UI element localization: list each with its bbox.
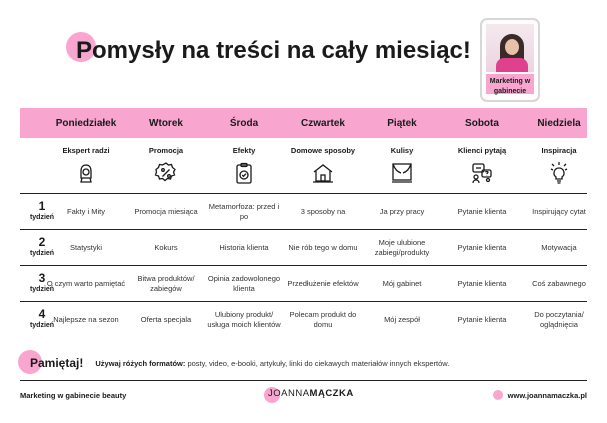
logo-first-name: JOANNA [268,388,310,399]
table-cell: 3 sposoby na [300,206,346,216]
day-theme-1: Ekspert radzi [62,146,110,155]
table-cell: Fakty i Mity [67,206,105,216]
table-cell: Najlepsze na sezon [53,314,119,324]
footer-divider [20,380,587,381]
table-cell: Historia klienta [219,242,269,252]
table-cell: Oferta specjala [140,314,192,324]
day-theme-3: Efekty [232,146,256,155]
title-block [76,30,471,74]
table-cell: Moje ulubione zabiegi/produkty [374,237,430,257]
table-cell: Ulubiony produkt/ usługa moich klientów [207,309,281,329]
table-cell: Inspirujący cytat [532,206,586,216]
remember-title: Pamiętaj! [30,356,84,370]
author-photo [486,24,534,72]
table-cell: Pytanie klienta [457,206,507,216]
week-number: 3 [38,271,46,285]
cover-label: Marketing w gabinecie [486,74,534,94]
week-word: tydzień [29,286,55,293]
website-link[interactable]: www.joannamaczka.pl [507,390,587,400]
lightbulb-icon [547,160,571,186]
day-header-3: Środa [229,117,259,129]
day-theme-4: Domowe sposoby [290,146,356,155]
week-number: 1 [38,199,46,213]
remember-text [95,359,449,368]
remember-body: posty, video, e-booki, artykuły, linki do ciekawych materiałów innych ekspertów. [185,358,450,368]
day-header-2: Wtorek [149,117,183,129]
table-cell: O czym warto pamiętać [46,278,126,288]
person-icon [74,160,98,186]
week-number: 2 [38,235,46,249]
remember-bold: Używaj różych formatów: [95,358,186,368]
chat-question-icon [470,160,494,186]
table-cell: Pytanie klienta [457,242,507,252]
table-cell: Nie rób tego w domu [288,242,358,252]
table-cell: Pytanie klienta [457,278,507,288]
week-word: tydzień [29,322,55,329]
table-cell: Ja przy pracy [379,206,425,216]
page-title: Pomysły na treści na cały miesiąc! [76,37,471,64]
table-cell: Polecam produkt do domu [289,309,357,329]
day-theme-7: Inspiracja [541,146,577,155]
week-word: tydzień [29,250,55,257]
table-cell: Motywacja [541,242,577,252]
table-cell: Mój zespół [384,314,420,324]
day-header-1: Poniedziałek [55,117,117,129]
home-icon [311,160,335,186]
percent-badge-icon [154,160,178,186]
footer-left-text: Marketing w gabinecie beauty [20,391,127,400]
day-header-5: Piątek [387,117,417,129]
footer-logo [268,388,354,399]
cover-tablet-image [480,18,540,102]
table-cell: Promocja miesiąca [134,206,198,216]
week-word: tydzień [29,214,55,221]
table-cell: Bitwa produktów/ zabiegów [137,273,195,293]
footer-website[interactable] [493,390,587,400]
table-cell: Kokurs [154,242,178,252]
day-header-7: Niedziela [537,117,581,129]
table-cell: Statystyki [69,242,103,252]
table-cell: Metamorfoza: przed i po [208,201,280,221]
table-cell: Przedłużenie efektów [287,278,359,288]
globe-icon [493,390,503,400]
day-header-4: Czwartek [301,117,345,129]
day-header-6: Sobota [465,117,499,129]
remember-note [20,352,449,374]
week-number: 4 [38,307,46,321]
table-cell: Do poczytania/ oglądnięcia [534,309,584,329]
day-theme-2: Promocja [148,146,184,155]
day-theme-6: Klienci pytają [457,146,507,155]
table-cell: Coś zabawnego [532,278,586,288]
table-cell: Mój gabinet [382,278,422,288]
table-cell: Opinia zadowolonego klienta [207,273,281,293]
table-cell: Pytanie klienta [457,314,507,324]
curtain-icon [390,160,414,186]
day-theme-5: Kulisy [390,146,414,155]
clipboard-check-icon [232,160,256,186]
logo-last-name: MĄCZKA [309,388,354,399]
